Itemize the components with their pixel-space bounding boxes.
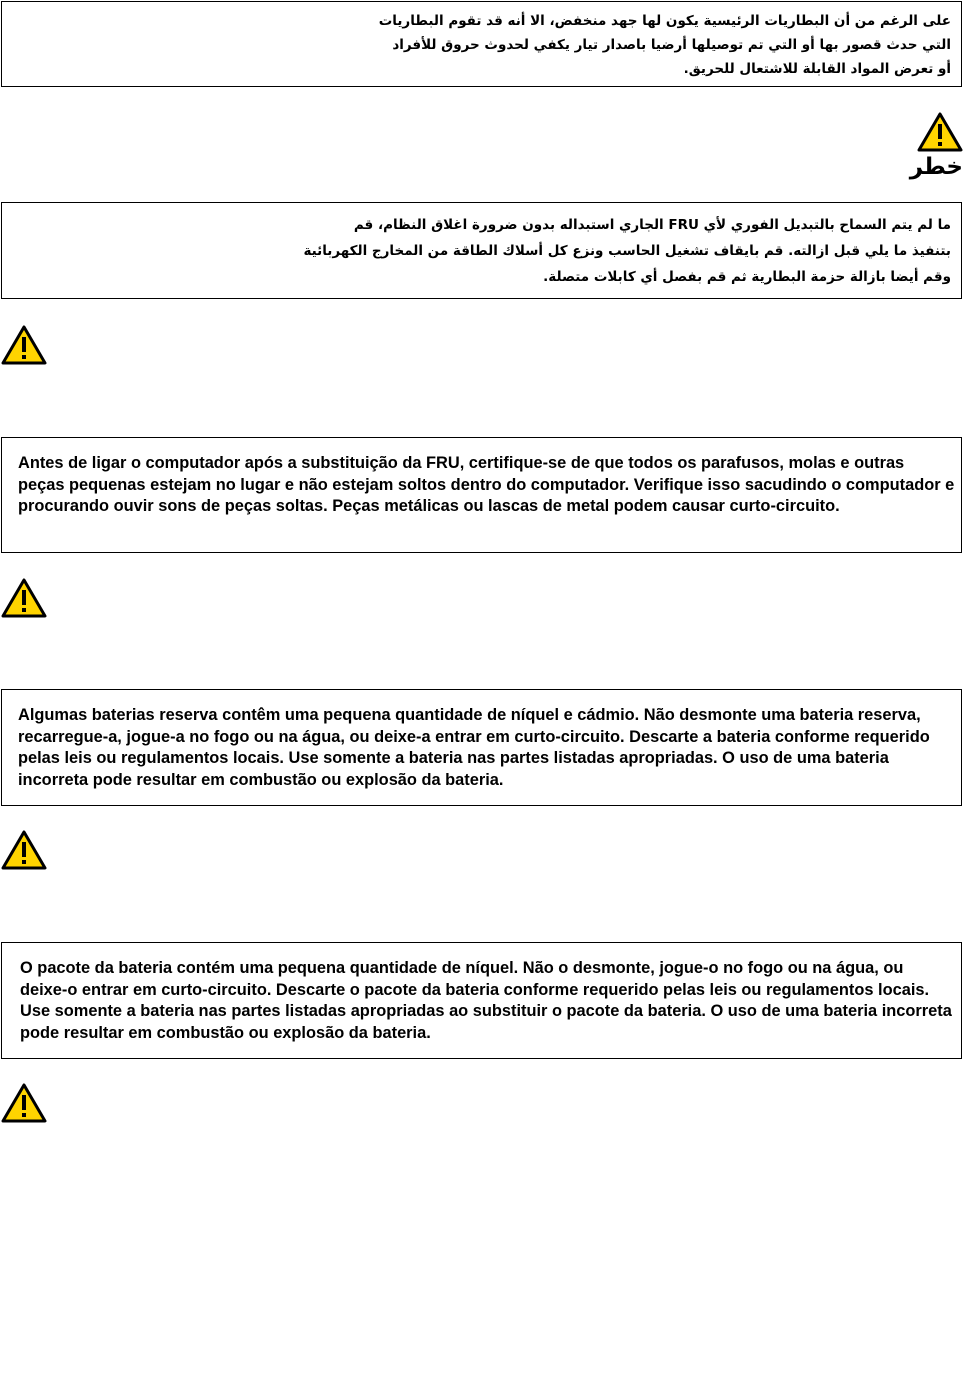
caution-battery-pack-text: O pacote da bateria contém uma pequena quantidade de níquel. Não o desmonte, jogue-o no fogo ou na água, ou deixe-o entrar em curto-circuito. Descarte o pacote da bateria conforme requerido pelas leis ou regulamentos locais. Use somente a bateria nas partes listadas apropriadas ao substituir o pacote da bateria. O uso de uma bateria incorreta pode resultar em combustão ou explosão da bateria. [20, 959, 952, 1042]
caution-fru-text: Antes de ligar o computador após a substituição da FRU, certifique-se de que todos os parafusos, molas e outras peças pequenas estejam no lugar e não estejam soltos dentro do computador. Verifique isso sacudindo o computador e procurando ouvir sons de peças soltas. Peças metálicas ou lascas de metal podem causar curto-circuito. [18, 454, 955, 515]
caution-warning-icon-1 [1, 325, 47, 365]
caution-backup-battery-text: Algumas baterias reserva contêm uma pequena quantidade de níquel e cádmio. Não desmonte uma bateria reserva, recarregue-a, jogue-a no fogo ou na água, ou deixe-a entrar em curto-circuito. Descarte a bateria conforme requerido pelas leis ou regulamentos locais. Use somente a bateria nas partes listadas apropriadas. O uso de uma bateria incorreta pode resultar em combustão ou explosão da bateria. [18, 706, 930, 789]
arabic-notice-top-line-2: التي حدث قصور بها أو التي تم توصيلها أرضيا باصدار تيار يكفي لحدوث حروق للأفراد [392, 37, 951, 53]
arabic-notice-top-line-1: على الرغم من أن البطاريات الرئيسية يكون لها جهد منخفض، الا أنه قد تقوم البطاريات [378, 13, 951, 29]
caution-battery-pack-box [1, 942, 962, 1059]
danger-label: خطر [909, 154, 963, 180]
caution-warning-icon-4 [1, 1083, 47, 1123]
arabic-notice-fru-line-2: بتنفيذ ما يلي قبل ازالته. قم بايقاف تشغيل الحاسب ونزع كل أسلاك الطاقة من المخارج الكهربائية [303, 243, 951, 259]
arabic-notice-fru-line-3: وقم أيضا بازالة حزمة البطارية ثم قم بفصل أي كابلات متصلة. [543, 269, 951, 285]
arabic-notice-fru [1, 202, 962, 299]
caution-backup-battery-box [1, 689, 962, 806]
caution-fru-box [1, 437, 962, 553]
arabic-notice-fru-line-1: ما لم يتم السماح بالتبديل الفوري لأي FRU الجاري استبداله بدون ضرورة اغلاق النظام، قم [353, 217, 951, 233]
caution-warning-icon-3 [1, 830, 47, 870]
arabic-notice-top [1, 1, 962, 87]
arabic-notice-top-line-3: أو تعرض المواد القابلة للاشتعال للحريق. [683, 61, 951, 77]
caution-warning-icon-2 [1, 578, 47, 618]
danger-warning-icon [917, 112, 963, 152]
